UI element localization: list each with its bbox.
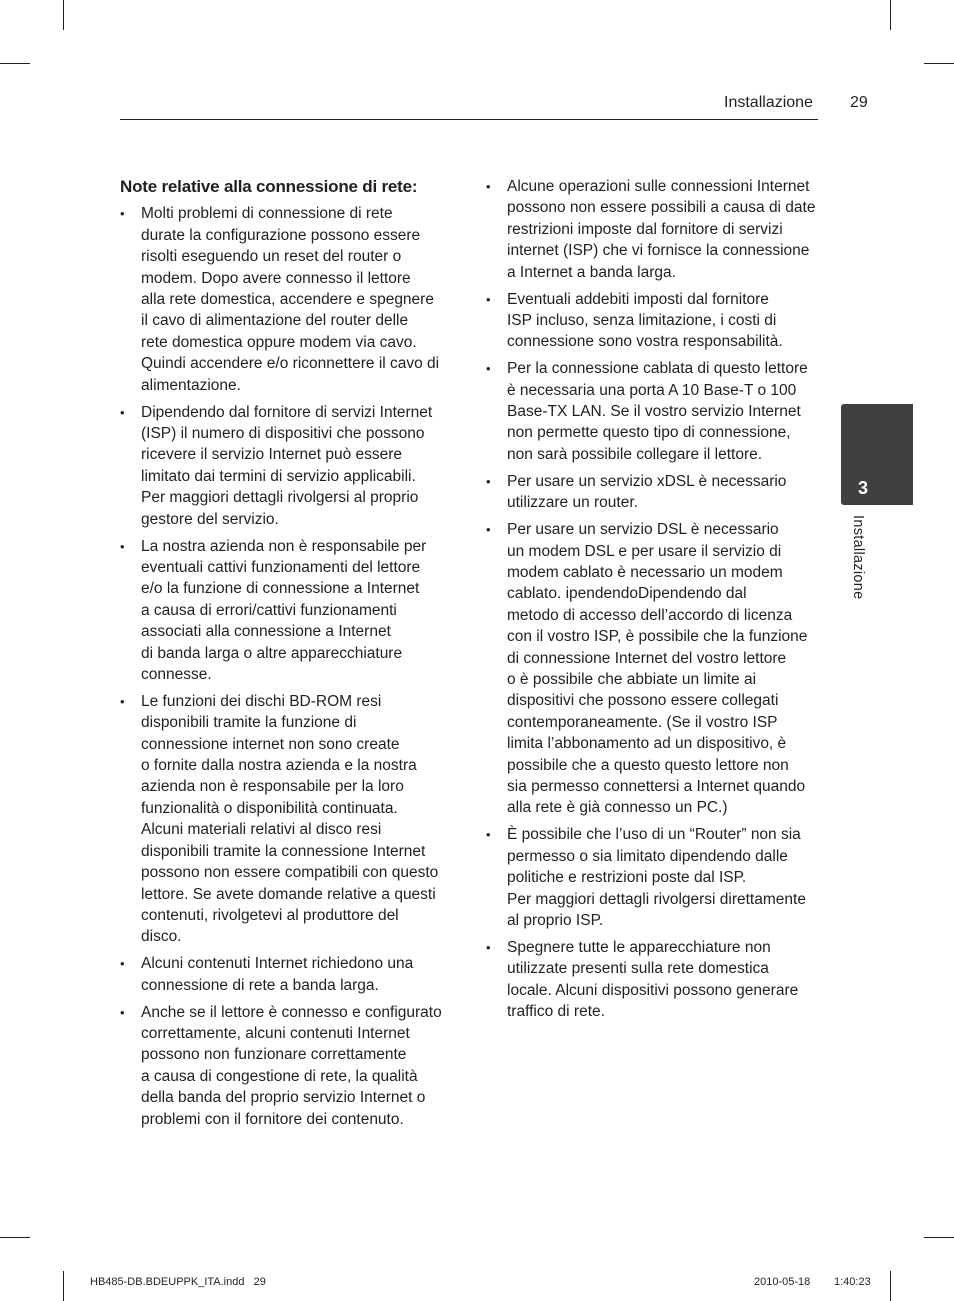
list-item — [486, 824, 820, 931]
list-item — [486, 358, 820, 465]
bullet-icon: • — [486, 473, 491, 489]
list-item-text: Molti problemi di connessione di rete durate la configurazione possono essere risolti eseguendo un reset del router o modem. Dopo avere connesso il lettore alla rete domestica, accendere e spegnere il cavo di alimentazione del router delle rete domestica oppure modem via cavo. Quindi accendere e/o riconnettere il cavo di alimentazione. — [141, 205, 440, 394]
list-item-text: Spegnere tutte le apparecchiature non utilizzate presenti sulla rete domestica locale. Alcuni dispositivi possono generare traffico di rete. — [507, 938, 799, 1021]
chapter-side-label: Installazione — [850, 515, 866, 600]
section-heading: Note relative alla connessione di rete: — [120, 177, 418, 196]
list-item — [486, 519, 820, 819]
list-item-text: Le funzioni dei dischi BD-ROM resi disponibili tramite la funzione di connessione internet non sono create o fornite dalla nostra azienda e la nostra azienda non è responsabile per la loro funzionalità o disponibilità continuata. Alcuni materiali relativi al disco resi disponibili tramite la connessione Internet possono non essere compatibili con questo lettore. Se avete domande relative a questi contenuti, rivolgetevi al produttore del disco. — [141, 692, 439, 946]
list-item — [486, 471, 820, 514]
crop-mark — [924, 63, 954, 64]
list-item — [120, 402, 458, 530]
list-item — [120, 1002, 458, 1130]
running-header-section: Installazione — [724, 94, 813, 111]
bullet-icon: • — [120, 538, 125, 554]
bullet-icon: • — [120, 956, 125, 972]
list-item-text: Per usare un servizio DSL è necessario un modem DSL e per usare il servizio di modem cablato è necessario un modem cablato. ipendendoDipendendo dal metodo di accesso dell’accordo di licenza con il vostro ISP, è possibile che la funzione di connessione Internet del vostro lettore o è possibile che abbiate un limite ai dispositivi che possono essere collegati contemporaneamente. (Se il vostro ISP limita l’abbonamento ad un dispositivo, è possibile che a questo questo lettore non sia permesso connettersi a Internet quando alla rete è già connesso un PC.) — [507, 521, 808, 817]
bullet-icon: • — [120, 404, 125, 420]
footer-date: 2010-05-18 — [754, 1276, 811, 1288]
chapter-number: 3 — [857, 478, 868, 498]
list-item — [120, 691, 458, 948]
bullet-icon: • — [120, 1004, 125, 1020]
list-item — [486, 937, 820, 1023]
bullet-icon: • — [486, 939, 491, 955]
list-item-text: La nostra azienda non è responsabile per eventuali cattivi funzionamenti del lettore e/o la funzione di connessione a Internet a causa di errori/cattivi funzionamenti associati alla connessione a Internet di banda larga o altre apparecchiature connesse. — [141, 537, 427, 683]
notes-list-right — [486, 176, 820, 1022]
list-item-text: Eventuali addebiti imposti dal fornitore ISP incluso, senza limitazione, i costi di connessione sono vostra responsabilità. — [507, 290, 783, 351]
crop-mark — [0, 63, 30, 64]
footer-time: 1:40:23 — [834, 1276, 871, 1288]
right-column — [486, 176, 820, 1028]
page-number: 29 — [850, 94, 868, 111]
bullet-icon: • — [120, 206, 125, 222]
bullet-icon: • — [486, 522, 491, 538]
bullet-icon: • — [486, 291, 491, 307]
crop-mark — [63, 1271, 64, 1301]
crop-mark — [890, 0, 891, 30]
list-item — [486, 289, 820, 353]
notes-list-left — [120, 203, 458, 1130]
bullet-icon: • — [486, 827, 491, 843]
crop-mark — [63, 0, 64, 30]
list-item-text: Per la connessione cablata di questo lettore è necessaria una porta A 10 Base-T o 100 Base-TX LAN. Se il vostro servizio Internet non permette questo tipo di connessione, non sarà possibile collegare il lettore. — [507, 360, 808, 463]
crop-mark — [0, 1237, 30, 1238]
crop-mark — [890, 1271, 891, 1301]
footer-filename: HB485-DB.BDEUPPK_ITA.indd 29 — [90, 1276, 266, 1288]
list-item — [120, 203, 458, 396]
crop-mark — [924, 1237, 954, 1238]
list-item-text: Anche se il lettore è connesso e configurato correttamente, alcuni contenuti Internet possono non funzionare correttamente a causa di congestione di rete, la qualità della banda del proprio servizio Internet o problemi con il fornitore dei contenuto. — [141, 1003, 442, 1128]
list-item — [486, 176, 820, 283]
list-item — [120, 536, 458, 686]
list-item — [120, 953, 458, 996]
bullet-icon: • — [486, 361, 491, 377]
left-column — [120, 176, 458, 1135]
header-rule — [120, 119, 818, 120]
list-item-text: Alcune operazioni sulle connessioni Internet possono non essere possibili a causa di date restrizioni imposte dal fornitore di servizi internet (ISP) che vi fornisce la connessione a Internet a banda larga. — [507, 178, 816, 281]
list-item-text: Dipendendo dal fornitore di servizi Internet (ISP) il numero di dispositivi che possono ricevere il servizio Internet può essere limitato dai termini di servizio applicabili. Per maggiori dettagli rivolgersi al proprio gestore del servizio. — [141, 403, 433, 528]
bullet-icon: • — [120, 693, 125, 709]
list-item-text: Per usare un servizio xDSL è necessario utilizzare un router. — [507, 472, 787, 512]
chapter-tab — [841, 404, 913, 505]
list-item-text: Alcuni contenuti Internet richiedono una connessione di rete a banda larga. — [141, 955, 414, 994]
list-item-text: È possibile che l’uso di un “Router” non sia permesso o sia limitato dipendendo dalle politiche e restrizioni poste dal ISP. Per maggiori dettagli rivolgersi direttamente al proprio ISP. — [507, 826, 806, 929]
bullet-icon: • — [486, 179, 491, 194]
